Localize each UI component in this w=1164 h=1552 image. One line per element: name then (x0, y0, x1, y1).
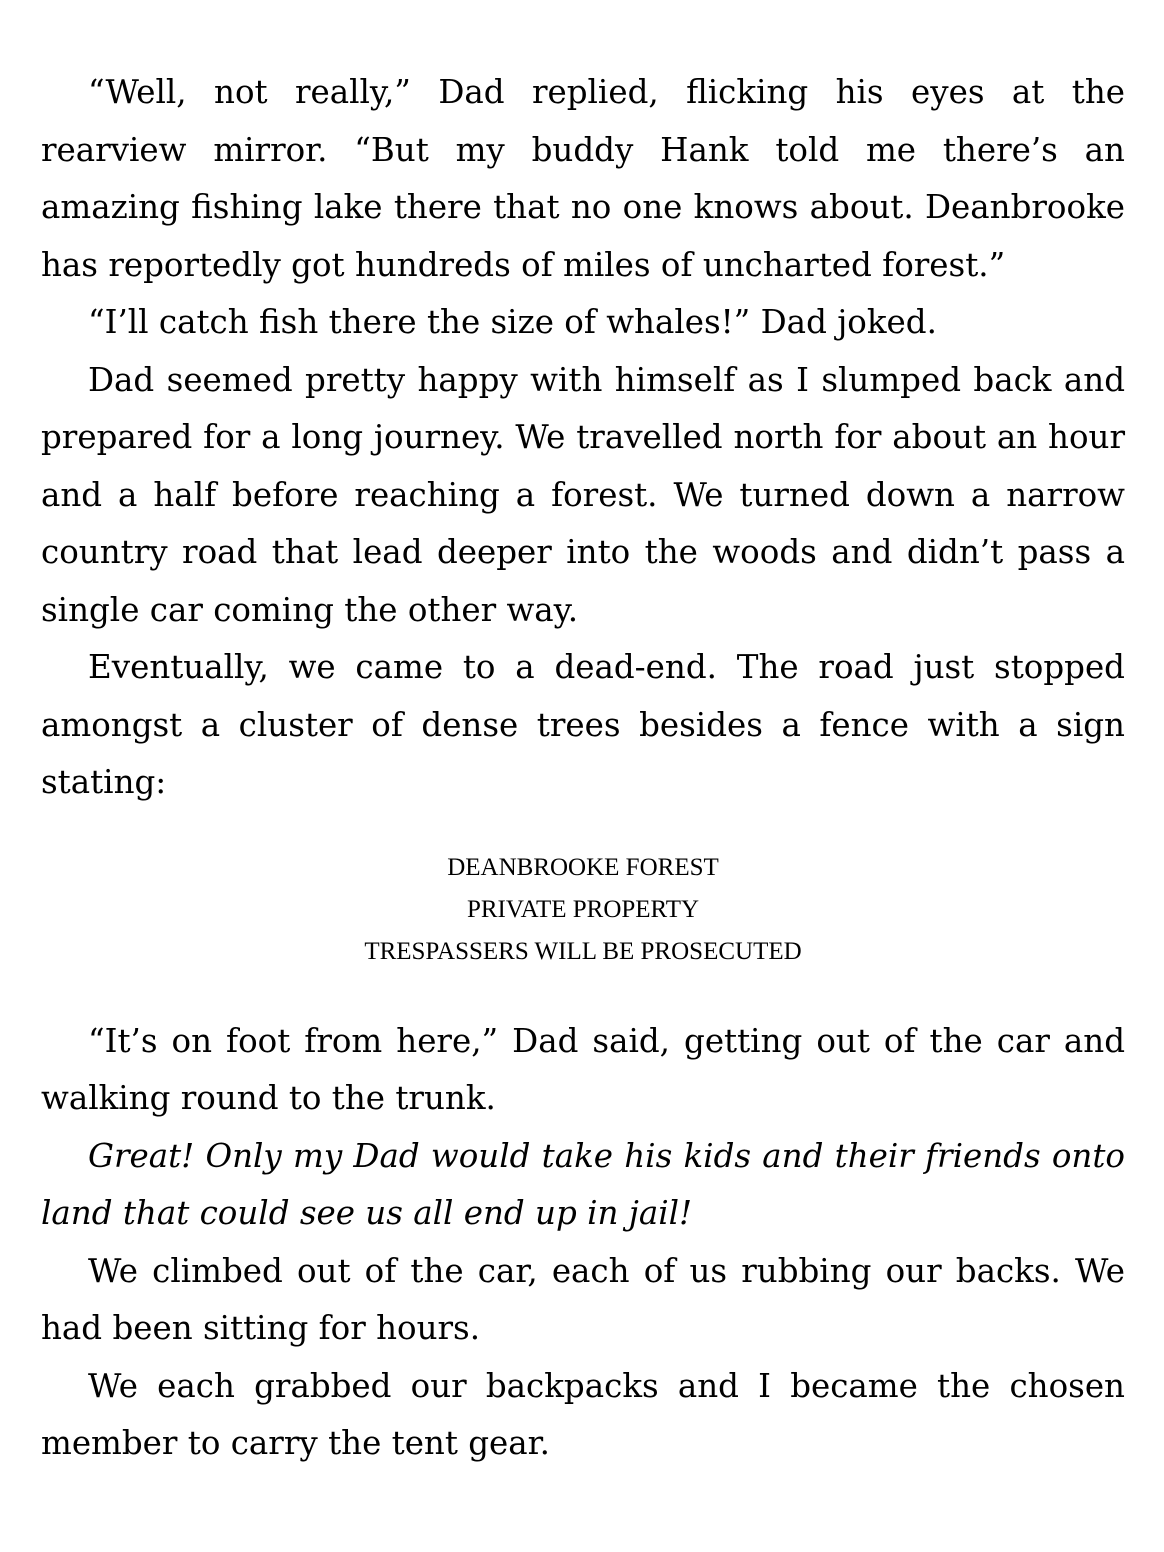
paragraph: We climbed out of the car, each of us rubbing our backs. We had been sitting for hours. (41, 1251, 1125, 1347)
paragraph: Dad seemed pretty happy with himself as I slumped back and prepared for a long journey. We travelled north for about an hour and a half before reaching a forest. We turned down a narrow country road that lead deeper into the woods and didn’t pass a single car coming the other way. (41, 360, 1125, 629)
sign-line: DEANBROOKE FOREST (447, 853, 719, 881)
paragraph: “Well, not really,” Dad replied, flicking his eyes at the rearview mirror. “But my buddy Hank told me there’s an amazing fishing lake there that no one knows about. Deanbrooke has reportedly got hundreds of miles of uncharted forest.” (41, 73, 1125, 284)
paragraph: “It’s on foot from here,” Dad said, getting out of the car and walking round to the trunk. (41, 1021, 1125, 1117)
sign-text-block (41, 847, 1125, 973)
sign-line: PRIVATE PROPERTY (466, 895, 700, 923)
paragraph: “I’ll catch fish there the size of whales!” Dad joked. (88, 303, 937, 341)
italic-thought-paragraph: Great! Only my Dad would take his kids and their friends onto land that could see us all end up in jail! (41, 1136, 1125, 1232)
paragraph: Eventually, we came to a dead-end. The road just stopped amongst a cluster of dense trees besides a fence with a sign stating: (41, 648, 1125, 801)
paragraph: We each grabbed our backpacks and I became the chosen member to carry the tent gear. (41, 1366, 1125, 1462)
sign-line: TRESPASSERS WILL BE PROSECUTED (364, 937, 802, 965)
book-page (41, 64, 1125, 1473)
